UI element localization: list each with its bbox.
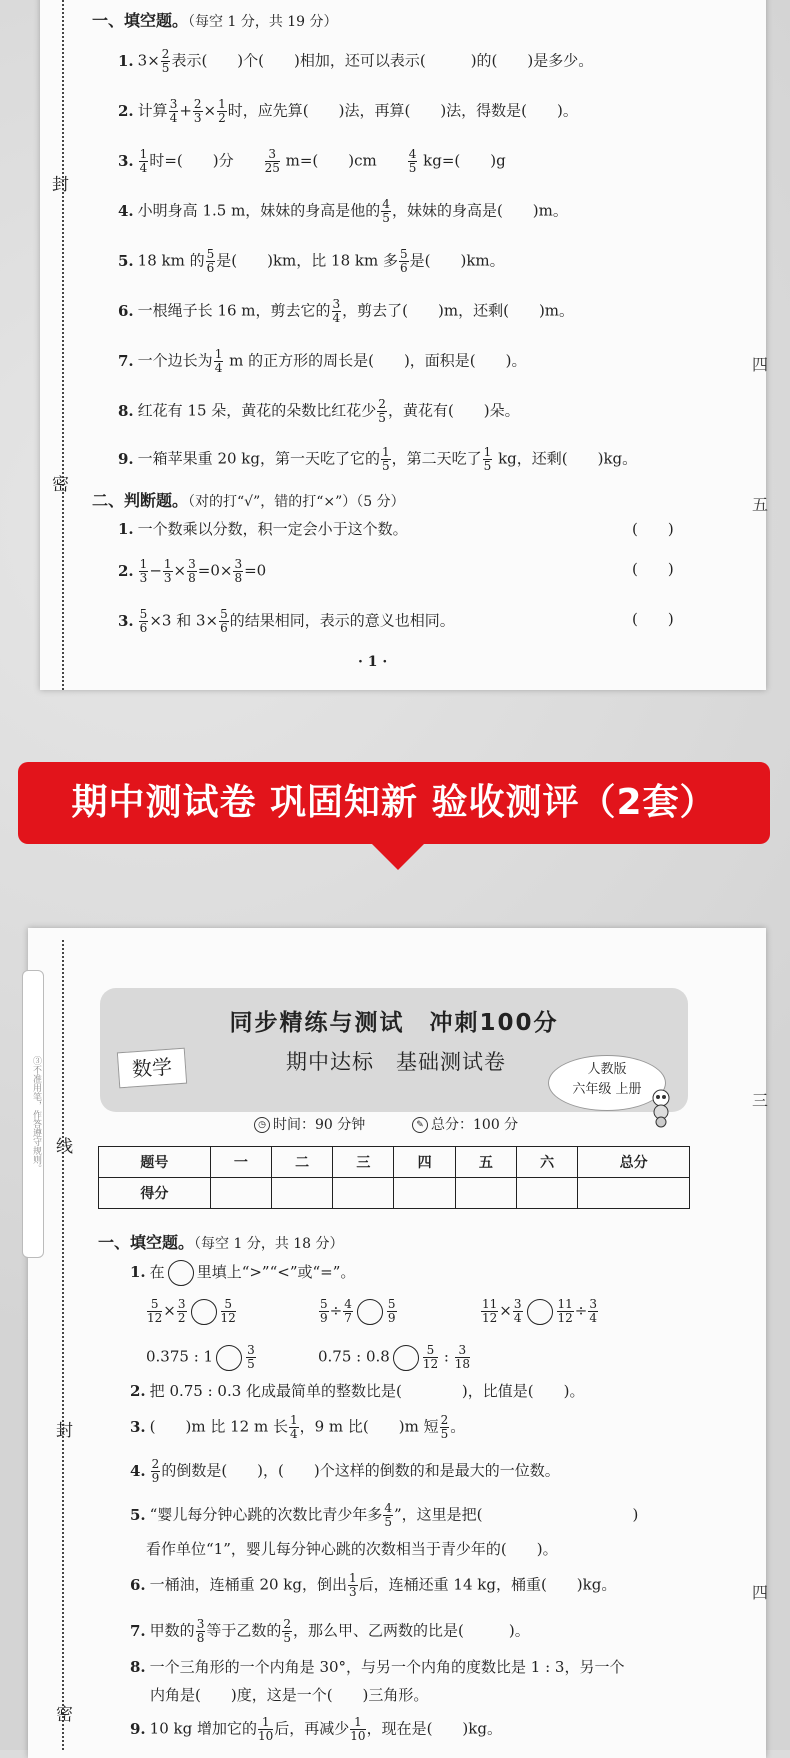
score-cell[interactable]	[516, 1178, 577, 1209]
cell: 得分	[99, 1178, 211, 1209]
question-5: 5. “婴儿每分钟心跳的次数比青少年多 $\frac{4}{5}$ ”，这里是把( )	[130, 1501, 639, 1529]
binding-line-2	[62, 940, 64, 1750]
question-9: 9. 10 kg 增加它的 $\frac{1}{10}$ 后，再减少 $\frac{1}{10}$ ，现在是( )kg。	[130, 1715, 502, 1743]
binding-line-1	[62, 0, 64, 690]
cell: 四	[394, 1147, 455, 1178]
cell: 五	[455, 1147, 516, 1178]
cell: 六	[516, 1147, 577, 1178]
time-info: ◷ 时间：90 分钟	[254, 1114, 365, 1134]
answer-circle[interactable]	[216, 1345, 242, 1371]
right-edge-mark: 四	[752, 355, 769, 374]
cell: 三	[333, 1147, 394, 1178]
question-4: 4. $\frac{2}{9}$ 的倒数是( )，( )个这样的倒数的和是最大的一位数。	[130, 1457, 560, 1485]
score-cell[interactable]	[455, 1178, 516, 1209]
question-5: 5. 18 km 的 $\frac{5}{6}$ 是( )km，比 18 km 多 $\frac{5}{6}$ 是( )km。	[118, 247, 505, 275]
score-cell[interactable]	[333, 1178, 394, 1209]
score-info: ✎ 总分：100 分	[412, 1114, 518, 1134]
compare-2: $\frac{5}{9}$ ÷ $\frac{4}{7}$ $\frac{5}{9}$	[320, 1297, 396, 1325]
answer-circle[interactable]	[357, 1299, 383, 1325]
question-4: 4. 小明身高 1.5 m，妹妹的身高是他的 $\frac{4}{5}$ ，妹妹的身高是( )m。	[118, 197, 568, 225]
cell: 一	[210, 1147, 271, 1178]
judge-2: 2. $\frac{1}{3}$ − $\frac{1}{3}$ × $\frac{3}{8}$ =0× $\frac{3}{8}$ =0	[118, 557, 267, 585]
question-6: 6. 一根绳子长 16 m，剪去它的 $\frac{3}{4}$ ，剪去了( )m，还剩( )m。	[118, 297, 575, 325]
question-6: 6. 一桶油，连桶重 20 kg，倒出 $\frac{1}{3}$ 后，连桶还重 14 kg，桶重( )kg。	[130, 1571, 617, 1599]
caterpillar-mascot-icon	[646, 1088, 676, 1128]
subject-tag: 数学	[117, 1048, 187, 1089]
compare-4: 0.375 : 1 $\frac{3}{5}$	[146, 1343, 255, 1371]
compare-3: $\frac{11}{12}$ × $\frac{3}{4}$ $\frac{11}{12}$ ÷ $\frac{3}{4}$	[482, 1297, 597, 1325]
question-1: 1. 3× $\frac{2}{5}$ 表示( )个( )相加，还可以表示( )的( )是多少。	[118, 47, 594, 75]
side-label-secret: 密	[52, 475, 69, 495]
answer-circle[interactable]	[393, 1345, 419, 1371]
section-title: 二、判断题。（对的打“√”，错的打“×”）（5 分）	[92, 491, 405, 510]
edition-line: 人教版	[587, 1062, 627, 1077]
page-number: · 1 ·	[358, 654, 388, 670]
question-2: 2. 把 0.75 : 0.3 化成最简单的整数比是( )，比值是( )。	[130, 1382, 585, 1400]
question-7: 7. 甲数的 $\frac{3}{8}$ 等于乙数的 $\frac{2}{5}$ ，那么甲、乙两数的比是( )。	[130, 1617, 530, 1645]
question-3: 3. ( )m 比 12 m 长 $\frac{1}{4}$ ，9 m 比( )m 短 $\frac{2}{5}$ 。	[130, 1413, 466, 1441]
judge-1: 1. 一个数乘以分数，积一定会小于这个数。	[118, 520, 408, 538]
question-1: 1. 在 里填上“>”“<”或“=”。	[130, 1260, 355, 1286]
banner-pointer	[370, 842, 426, 870]
answer-blank[interactable]: ( )	[632, 610, 674, 628]
cell: 二	[271, 1147, 332, 1178]
compare-5: 0.75 : 0.8 $\frac{5}{12}$ : $\frac{3}{18}$	[318, 1343, 470, 1371]
side-label-seal: 封	[52, 175, 69, 195]
score-table-score-row	[99, 1178, 690, 1209]
score-cell[interactable]	[210, 1178, 271, 1209]
side-label-seal: 封	[56, 1421, 73, 1441]
question-5-cont: 看作单位“1”，婴儿每分钟心跳的次数相当于青少年的( )。	[146, 1540, 558, 1558]
cell: 题号	[99, 1147, 211, 1178]
answer-circle[interactable]	[191, 1299, 217, 1325]
right-edge-mark: 三	[752, 1091, 769, 1110]
test-title: 期中达标 基础测试卷	[286, 1050, 506, 1074]
question-8: 8. 一个三角形的一个内角是 30°，与另一个内角的度数比是 1 : 3，另一个	[130, 1658, 625, 1676]
promo-banner: 期中测试卷 巩固知新 验收测评（2套）	[18, 762, 770, 844]
judge-3: 3. $\frac{5}{6}$ ×3 和 3× $\frac{5}{6}$ 的结果相同，表示的意义也相同。	[118, 607, 455, 635]
section-title: 一、填空题。（每空 1 分，共 19 分）	[92, 11, 338, 30]
score-cell[interactable]	[578, 1178, 690, 1209]
score-table	[98, 1146, 690, 1209]
right-edge-mark: 四	[752, 1583, 769, 1602]
section-title: 一、填空题。（每空 1 分，共 18 分）	[98, 1233, 344, 1252]
score-icon: ✎	[412, 1117, 428, 1133]
question-2: 2. 计算 $\frac{3}{4}$ + $\frac{2}{3}$ × $\frac{1}{2}$ 时，应先算( )法，再算( )法，得数是( )。	[118, 97, 578, 125]
question-8: 8. 红花有 15 朵，黄花的朵数比红花少 $\frac{2}{5}$ ，黄花有( )朵。	[118, 397, 520, 425]
clock-icon: ◷	[254, 1117, 270, 1133]
answer-circle[interactable]	[168, 1260, 194, 1286]
score-cell[interactable]	[271, 1178, 332, 1209]
side-note: ③不准用笔，作答遵守规则。	[22, 970, 44, 1258]
right-edge-mark: 五	[752, 495, 769, 514]
question-3: 3. $\frac{1}{4}$ 时=( )分 $\frac{3}{25}$ m=( )cm $\frac{4}{5}$ kg=( )g	[118, 147, 506, 175]
series-title: 同步精练与测试 冲刺100分	[229, 1010, 559, 1036]
answer-blank[interactable]: ( )	[632, 560, 674, 578]
question-8-cont: 内角是( )度，这是一个( )三角形。	[150, 1686, 429, 1704]
cell: 总分	[578, 1147, 690, 1178]
score-table-header-row	[99, 1147, 690, 1178]
question-9: 9. 一箱苹果重 20 kg，第一天吃了它的 $\frac{1}{5}$ ，第二天吃了 $\frac{1}{5}$ kg，还剩( )kg。	[118, 445, 638, 473]
question-7: 7. 一个边长为 $\frac{1}{4}$ m 的正方形的周长是( )，面积是( )。	[118, 347, 527, 375]
edition-line: 六年级 上册	[572, 1082, 642, 1097]
compare-1: $\frac{5}{12}$ × $\frac{3}{2}$ $\frac{5}{12}$	[147, 1297, 236, 1325]
answer-blank[interactable]: ( )	[632, 520, 674, 538]
answer-circle[interactable]	[527, 1299, 553, 1325]
side-label-secret: 密	[56, 1705, 73, 1725]
score-cell[interactable]	[394, 1178, 455, 1209]
side-label-line: 线	[56, 1137, 73, 1157]
